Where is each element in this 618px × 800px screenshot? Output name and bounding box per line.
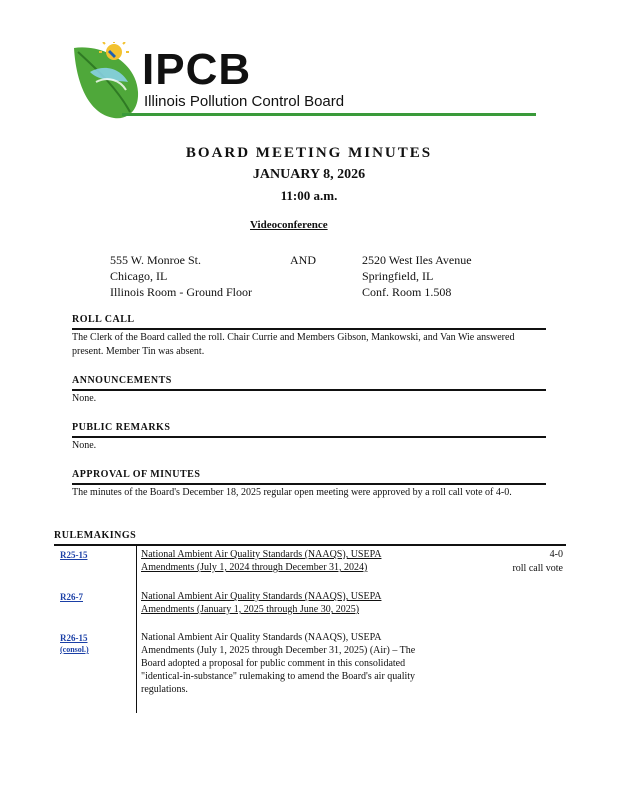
location-line: Chicago, IL <box>110 269 168 283</box>
rulemaking-line: "identical-in-substance" rulemaking to amend the Board's air quality <box>141 671 416 682</box>
rulemakings-heading: RULEMAKINGS <box>54 530 137 541</box>
rulemaking-line: Board adopted a proposal for public comment in this consolidated <box>141 658 406 669</box>
rulemaking-line: Amendments (July 1, 2024 through December 31, 2024) <box>141 562 368 573</box>
public-remarks-heading: PUBLIC REMARKS <box>72 422 171 433</box>
rulemaking-line: Amendments (January 1, 2025 through June 30, 2025) <box>141 604 360 615</box>
location-line: 2520 West Iles Avenue <box>362 253 472 267</box>
vote-count: 4-0 <box>549 549 563 560</box>
header-divider <box>122 113 536 116</box>
rulemaking-line: Amendments (July 1, 2025 through December 31, 2025) (Air) – The <box>141 645 416 656</box>
meeting-date: JANUARY 8, 2026 <box>252 167 366 182</box>
rulemaking-description <box>141 590 481 616</box>
approval-text: The minutes of the Board's December 18, 2025 regular open meeting were approved by a roll call vote of 4-0. <box>72 487 512 498</box>
rulemaking-line: National Ambient Air Quality Standards (NAAQS), USEPA <box>141 549 382 560</box>
docket-link-r26-15[interactable] <box>60 632 89 656</box>
section-divider <box>72 483 546 485</box>
rulemaking-line: National Ambient Air Quality Standards (NAAQS), USEPA <box>141 632 382 643</box>
rulemaking-description <box>141 631 486 696</box>
section-divider <box>72 389 546 391</box>
org-name: Illinois Pollution Control Board <box>144 93 345 110</box>
rulemaking-description <box>141 548 481 574</box>
roll-call-heading: ROLL CALL <box>72 314 135 325</box>
location-line: Conf. Room 1.508 <box>362 285 452 299</box>
public-remarks-text: None. <box>72 440 97 451</box>
location-line: Illinois Room - Ground Floor <box>110 285 253 299</box>
docket-sub[interactable]: (consol.) <box>60 645 89 654</box>
approval-heading: APPROVAL OF MINUTES <box>72 469 201 480</box>
document-title: BOARD MEETING MINUTES <box>185 145 433 161</box>
roll-call-text: The Clerk of the Board called the roll. Chair Currie and Members Gibson, Mankowski, and Van Wie answered present. Member Tin was absent. <box>72 332 515 357</box>
location-springfield <box>362 252 472 300</box>
location-line: 555 W. Monroe St. <box>110 253 202 267</box>
meeting-time: 11:00 a.m. <box>280 188 338 203</box>
meeting-venue: Videoconference <box>250 219 328 231</box>
section-divider <box>54 544 566 546</box>
vote-label: roll call vote <box>512 563 563 574</box>
docket-link-r25-15[interactable]: R25-15 <box>60 550 88 560</box>
location-chicago <box>110 252 252 300</box>
org-abbreviation: IPCB <box>142 45 252 94</box>
location-conjunction: AND <box>290 253 316 267</box>
table-column-divider <box>136 545 137 713</box>
docket-link-r26-7[interactable]: R26-7 <box>60 592 83 602</box>
section-divider <box>72 328 546 330</box>
docket-id[interactable]: R26-15 <box>60 633 88 643</box>
announcements-text: None. <box>72 393 97 404</box>
rulemaking-line: regulations. <box>141 684 188 695</box>
location-line: Springfield, IL <box>362 269 434 283</box>
announcements-heading: ANNOUNCEMENTS <box>72 375 172 386</box>
rulemaking-line: National Ambient Air Quality Standards (NAAQS), USEPA <box>141 591 382 602</box>
ipcb-logo-leaf-icon <box>70 42 142 120</box>
vote-result <box>495 548 563 576</box>
section-divider <box>72 436 546 438</box>
